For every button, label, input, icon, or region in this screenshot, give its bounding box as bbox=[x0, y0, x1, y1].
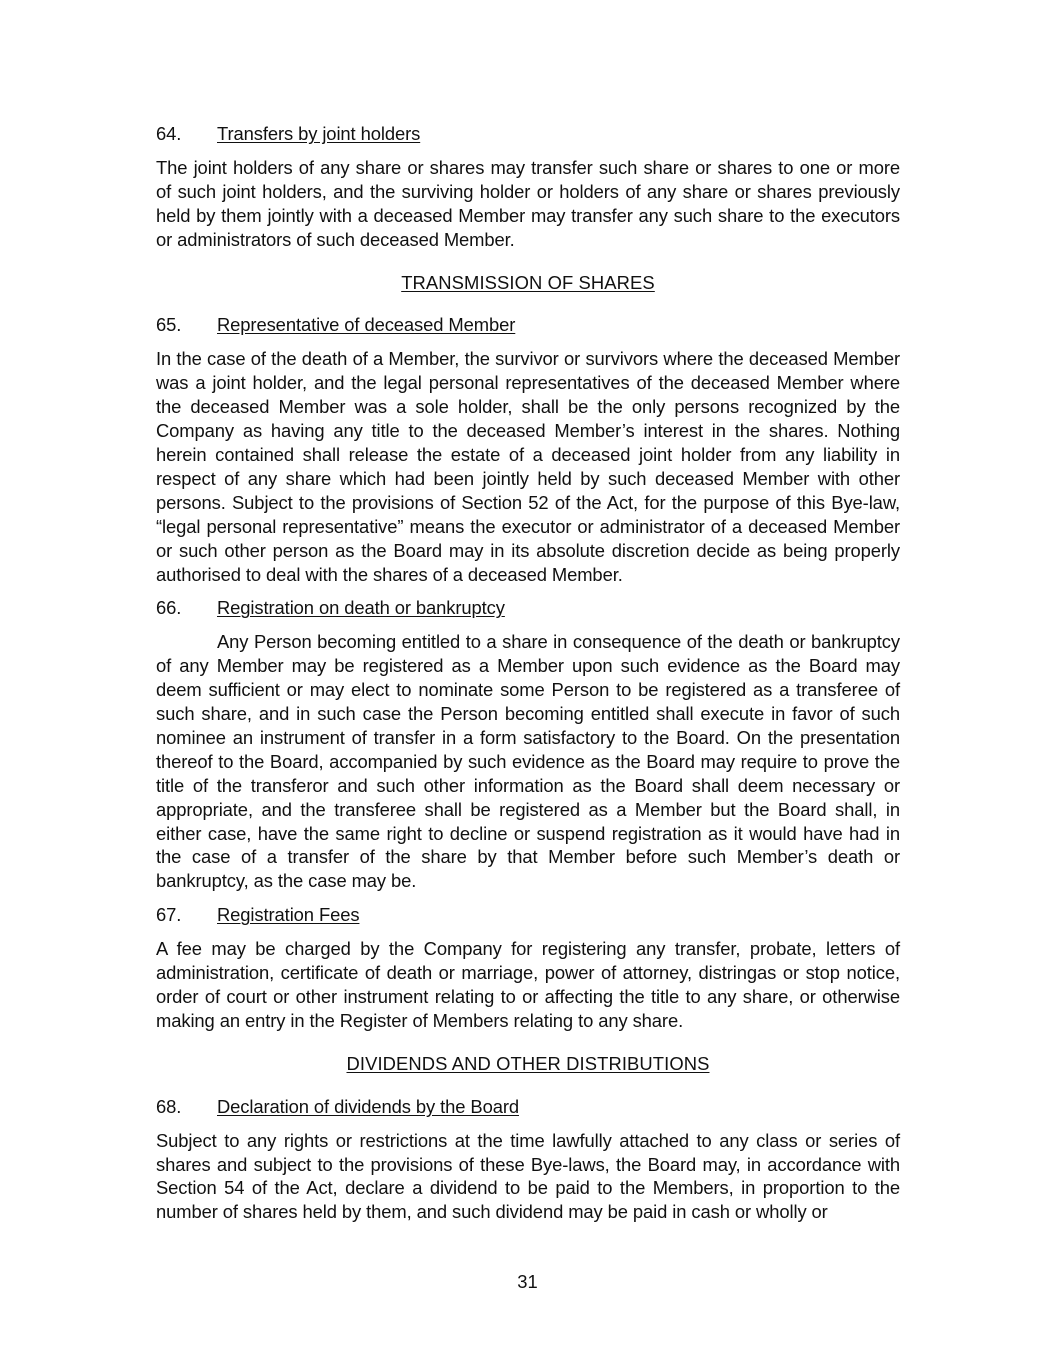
section-64-body: The joint holders of any share or shares may transfer such share or shares to one or more of such joint holders, and the surviving holder or holders of any share or shares previously held by them jointly with a deceased Member may transfer any such share to the executors or administrators of such deceased Member. bbox=[156, 156, 900, 250]
section-number: 66. bbox=[156, 597, 182, 619]
section-65-heading bbox=[156, 313, 900, 337]
section-68-heading bbox=[156, 1095, 900, 1119]
section-title: Registration on death or bankruptcy bbox=[217, 597, 505, 619]
section-68-body: Subject to any rights or restrictions at the time lawfully attached to any class or series of shares and subject to the provisions of these Bye-laws, the Board may, in accordance with Section 54 of the Act, declare a dividend to be paid to the Members, in proportion to the number of shares held by them, and such dividend may be paid in cash or wholly or bbox=[156, 1129, 900, 1223]
transmission-of-shares-heading: TRANSMISSION OF SHARES bbox=[401, 271, 655, 293]
section-title: Representative of deceased Member bbox=[217, 314, 516, 336]
section-67-body: A fee may be charged by the Company for registering any transfer, probate, letters of administration, certificate of death or marriage, power of attorney, distringas or stop notice, order of court or other instrument relating to or affecting the title to any share, or otherwise making an entry in the Register of Members relating to any share. bbox=[156, 938, 900, 1031]
section-number: 65. bbox=[156, 314, 182, 336]
section-number: 67. bbox=[156, 904, 182, 926]
section-65-body: In the case of the death of a Member, the survivor or survivors where the deceased Member was a joint holder, and the legal personal representatives of the deceased Member where the deceased Member was a sole holder, shall be the only persons recognized by the Company as having any title to the deceased Member’s interest in the shares. Nothing herein contained shall release the estate of a deceased joint holder from any liability in respect of any share which had been jointly held by such deceased Member with other persons. Subject to the provisions of Section 52 of the Act, for the purpose of this Bye-law, “legal personal representative” means the executor or administrator of a deceased Member or such other person as the Board may in its absolute discretion decide as being properly authorised to deal with the shares of a deceased Member. bbox=[156, 348, 900, 585]
section-title: Declaration of dividends by the Board bbox=[217, 1095, 519, 1117]
section-66-body: Any Person becoming entitled to a share in consequence of the death or bankruptcy of any Member may be registered as a Member upon such evidence as the Board may deem sufficient or may elect to nominate some Person to be registered as a transferee of such share, and in such case the Person becoming entitled shall execute in favor of such nominee an instrument of transfer in a form satisfactory to the Board. On the presentation thereof to the Board, accompanied by such evidence as the Board may require to prove the title of the transferor and such other information as the Board shall deem necessary or appropriate, and the transferee shall be registered as a Member but the Board shall, in either case, have the same right to decline or suspend registration as it would have had in the case of a transfer of the share by that Member before such Member’s death or bankruptcy, as the case may be. bbox=[156, 631, 900, 892]
section-64-heading bbox=[156, 122, 900, 146]
section-number: 68. bbox=[156, 1095, 182, 1117]
section-number: 64. bbox=[156, 123, 182, 144]
document-page bbox=[156, 122, 900, 1234]
dividends-heading: DIVIDENDS AND OTHER DISTRIBUTIONS bbox=[346, 1052, 710, 1074]
section-66-heading bbox=[156, 596, 900, 620]
section-title: Transfers by joint holders bbox=[217, 123, 421, 144]
section-67-heading bbox=[156, 903, 900, 927]
page-number: 31 bbox=[517, 1271, 538, 1292]
section-title: Registration Fees bbox=[217, 904, 360, 926]
